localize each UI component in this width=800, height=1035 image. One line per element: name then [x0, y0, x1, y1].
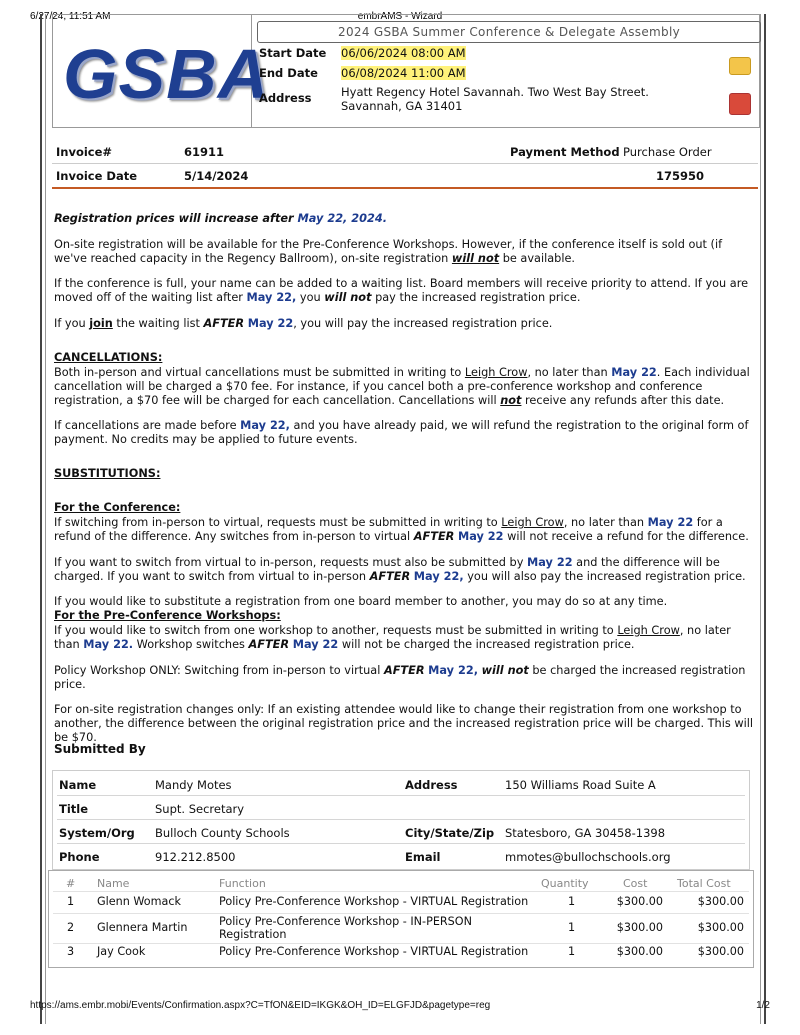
refund-paragraph: If cancellations are made before May 22, and you have already paid, we will refund the registration to the original form of payment. No credits may be applied to future events.: [54, 419, 749, 446]
waitlist-paragraph: If the conference is full, your name can be added to a waiting list. Board members will receive priority to attend. If you are moved off of the waiting list after May 22, you will not pay the increased registration price.: [54, 277, 749, 304]
end-date-label: End Date: [259, 66, 318, 80]
policy-text: [54, 212, 754, 757]
start-date-value: 06/06/2024 08:00 AM: [341, 46, 466, 60]
org-value: Bulloch County Schools: [155, 826, 290, 840]
invoice-date-label: Invoice Date: [56, 169, 138, 183]
print-app-title: embrAMS - Wizard: [357, 11, 443, 22]
city-state-zip-value: Statesboro, GA 30458-1398: [505, 826, 666, 840]
policy-workshop-paragraph: Policy Workshop ONLY: Switching from in-person to virtual AFTER May 22, will not be charged the increased registration price.: [54, 663, 746, 691]
phone-label: Phone: [59, 850, 100, 864]
substitutions-heading: SUBSTITUTIONS:: [54, 467, 161, 480]
city-state-zip-label: City/State/Zip: [405, 826, 495, 840]
name-value: Mandy Motes: [155, 778, 232, 792]
invoice-number: 61911: [184, 145, 225, 159]
col-header-total: Total Cost: [677, 877, 731, 890]
name-label: Name: [59, 778, 97, 792]
po-number: 175950: [655, 169, 704, 183]
conference-heading: For the Conference:: [54, 501, 181, 514]
invoice-date: 5/14/2024: [184, 169, 249, 183]
contact-link[interactable]: Leigh Crow: [501, 516, 564, 529]
workshops-heading: For the Pre-Conference Workshops:: [54, 609, 281, 622]
page-number: 1/2: [756, 1000, 770, 1011]
print-datetime: 6/27/24, 11:51 AM: [30, 11, 111, 22]
invoice-summary: [52, 141, 758, 189]
invoice-number-label: Invoice#: [56, 145, 113, 159]
gsba-logo: GSBA: [63, 35, 270, 113]
payment-method-label: Payment Method: [510, 145, 620, 159]
workshops-section: If you would like to substitute a registration from one board member to another, you may do so at any time. For the Pre-Conference Workshops: If you would like to switch from one workshop to another, requests must be submitted in writing to Leigh Crow, no later than May 22. Workshop switches AFTER May 22 will not be charged the increased registration price.: [54, 595, 754, 652]
payment-method-value: Purchase Order: [623, 145, 712, 159]
cancellations-heading: CANCELLATIONS:: [54, 350, 163, 364]
email-label: Email: [405, 850, 441, 864]
logo-panel: [53, 15, 270, 127]
col-header-function: Function: [219, 877, 266, 890]
invoice-divider: [52, 163, 758, 164]
submitted-by-heading: Submitted By: [54, 742, 146, 756]
onsite-changes-paragraph: For on-site registration changes only: If an existing attendee would like to change their registration from one workshop to another, the difference between the original registration price and the increased registration price will be charged. This will be $70.: [54, 703, 753, 744]
page-url: https://ams.embr.mobi/Events/Confirmation.aspx?C=TfON&EID=IKGK&OH_ID=ELGFJD&pagetype=reg: [30, 1000, 491, 1011]
virtual-switch-paragraph: If you want to switch from virtual to in-person, requests must also be submitted by May 22 and the difference will be charged. If you want to switch from virtual to in-person AFTER May 22, you will also pay the increased registration price.: [54, 555, 746, 583]
end-date-value: 06/08/2024 11:00 AM: [341, 66, 466, 80]
org-label: System/Org: [59, 826, 135, 840]
event-header: [52, 14, 760, 128]
title-value: Supt. Secretary: [155, 802, 245, 816]
col-header-quantity: Quantity: [541, 877, 589, 890]
email-value: mmotes@bullochschools.org: [505, 850, 671, 864]
address-label: Address: [259, 91, 312, 105]
title-label: Title: [59, 802, 89, 816]
col-header-cost: Cost: [623, 877, 648, 890]
contact-link[interactable]: Leigh Crow: [464, 365, 528, 379]
submitted-by-panel: [52, 770, 750, 870]
print-footer: [30, 1000, 770, 1011]
phone-value: 912.212.8500: [155, 850, 236, 864]
price-notice: Registration prices will increase after May 22, 2024.: [54, 212, 388, 225]
onsite-paragraph: On-site registration will be available for the Pre-Conference Workshops. However, if the conference itself is sold out (if we've reached capacity in the Regency Ballroom), on-site registration will not be available.: [54, 237, 723, 265]
event-title: 2024 GSBA Summer Conference & Delegate Assembly: [257, 21, 761, 43]
address-value: 150 Williams Road Suite A: [505, 778, 656, 792]
attendee-table: # Name Function Quantity Cost Total Cost 1 Glenn Womack Policy Pre-Conference Workshop - VIRTUAL Registration 1 $300.00 $300.00 2 Glennera Martin Policy Pre-Conference Workshop - IN-PERSON Registration 1 $300.00 $300.00 3 Jay Cook Policy Pre-Conference Workshop - VIRTUAL Registration 1 $300.00 $300.00: [48, 870, 754, 968]
start-date-label: Start Date: [259, 46, 327, 60]
envelope-icon[interactable]: [729, 57, 751, 75]
col-header-num: #: [66, 877, 76, 890]
contact-link[interactable]: Leigh Crow: [617, 624, 680, 637]
col-header-name: Name: [97, 877, 130, 890]
address-value: Hyatt Regency Hotel Savannah. Two West Bay Street. Savannah, GA 31401: [341, 85, 649, 113]
join-paragraph: If you join the waiting list AFTER May 22, you will pay the increased registration price.: [54, 316, 553, 330]
cancellations-section: CANCELLATIONS: Both in-person and virtual cancellations must be submitted in writing to Leigh Crow, no later than May 22. Each individual cancellation will be charged a $70 fee. For instance, if you cancel both a pre-conference workshop and conference registration, a $70 fee will be charged for each cancellation. Cancellations will not receive any refunds after this date.: [54, 351, 754, 408]
map-icon[interactable]: [729, 93, 751, 115]
address-label: Address: [405, 778, 458, 792]
conference-section: For the Conference: If switching from in-person to virtual, requests must be submitted in writing to Leigh Crow, no later than May 22 for a refund of the difference. Any switches from in-person to virtual AFTER May 22 will not receive a refund for the difference.: [54, 501, 754, 544]
